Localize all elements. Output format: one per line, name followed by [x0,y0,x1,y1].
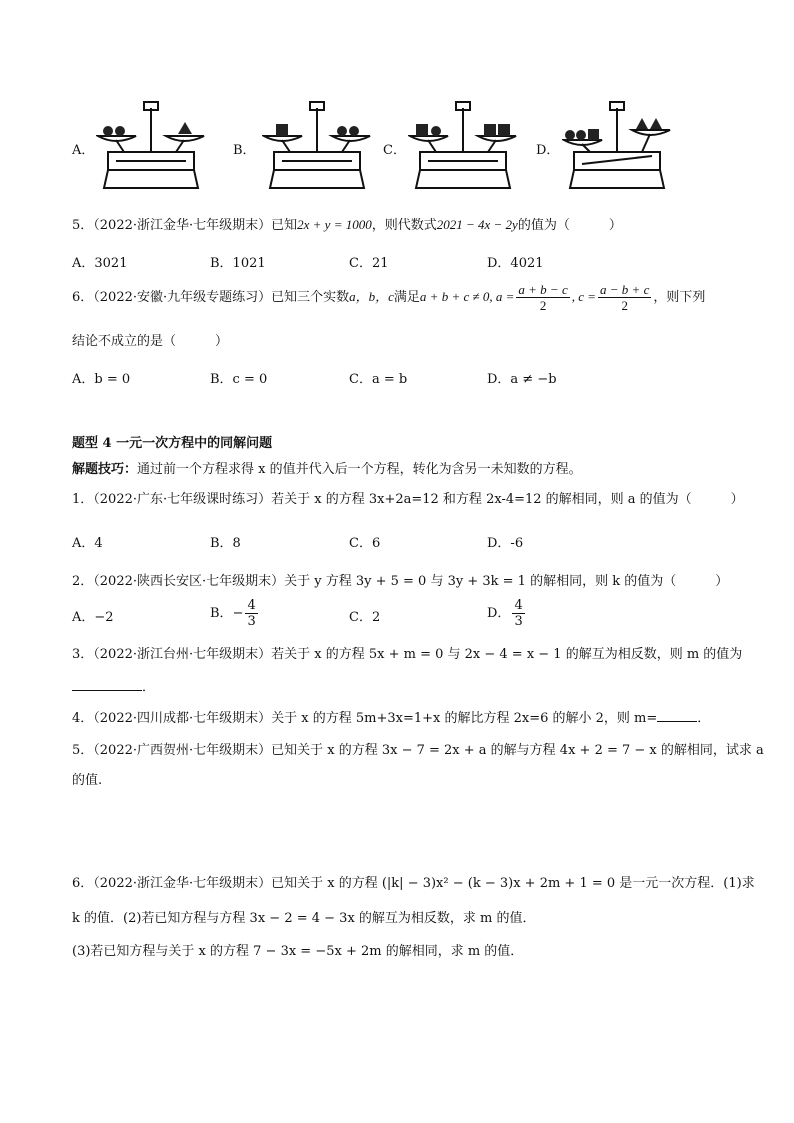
q5-option-d[interactable]: D．4021 [487,256,544,271]
s2-option-d[interactable]: D． $\frac{4}{3}$ [487,598,523,629]
balance-scale-d-image [562,100,674,190]
section-title: 题型 4 一元一次方程中的同解问题 [72,436,273,451]
s2-option-a[interactable]: A．−2 [72,610,114,625]
scale-option-d-letter: D． [536,143,560,158]
scale-option-b-letter: B． [233,143,256,158]
balance-scale-c-image [408,100,518,190]
question-6: 6．（2022·安徽·九年级专题练习）已知三个实数a，b，c满足a + b + c ≠ 0, a = $\frac{a + b - c}{2}$ , c = $\frac{a - b + c}{2}$ ，则下列 [72,282,706,313]
q6-fraction-a: $\frac{a + b - c}{2}$ [518,282,568,313]
sec-question-1: 1．（2022·广东·七年级课时练习）若关于 x 的方程 3x+2a=12 和方程 2x-4=12 的解相同，则 a 的值为（ ） [72,492,744,507]
q5-condition: 2x + y = 1000 [297,217,372,232]
q6-fraction-c: $\frac{a - b + c}{2}$ [600,282,650,313]
s1-option-a[interactable]: A．4 [72,536,103,551]
q5-option-c[interactable]: C．21 [349,256,389,271]
q5-option-a[interactable]: A．3021 [72,256,128,271]
q6-option-a[interactable]: A．b = 0 [72,372,131,387]
s4-answer-blank[interactable] [657,707,697,722]
q6-option-d[interactable]: D．a ≠ −b [487,372,557,387]
s2-option-b[interactable]: B．− $\frac{4}{3}$ [210,598,256,629]
s1-option-c[interactable]: C．6 [349,536,381,551]
question-5: 5．（2022·浙江金华·七年级期末）已知2x + y = 1000，则代数式2021 − 4x − 2y的值为（ ） [72,217,622,233]
q5-option-b[interactable]: B．1021 [210,256,266,271]
sec-question-3: 3．（2022·浙江台州·七年级期末）若关于 x 的方程 5x + m = 0 与 2x − 4 = x − 1 的解互为相反数，则 m 的值为 [72,647,743,662]
q5-expression: 2021 − 4x − 2y [436,217,518,232]
scale-option-c-letter: C． [383,143,406,158]
q6-option-b[interactable]: B．c = 0 [210,372,268,387]
q6-line2: 结论不成立的是（ ） [72,334,229,349]
sec-question-5-line2: 的值. [72,773,103,788]
sec-question-2: 2．（2022·陕西长安区·七年级期末）关于 y 方程 3y + 5 = 0 与 3y + 3k = 1 的解相同，则 k 的值为（ ） [72,574,729,589]
s1-option-d[interactable]: D．-6 [487,536,524,551]
s3-answer: ． [72,676,155,695]
balance-scale-a-image [96,100,206,190]
sec-question-5: 5．（2022·广西贺州·七年级期末）已知关于 x 的方程 3x − 7 = 2x + a 的解与方程 4x + 2 = 7 − x 的解相同，试求 a [72,743,764,758]
q6-option-c[interactable]: C．a = b [349,372,408,387]
sec-question-4: 4．（2022·四川成都·七年级期末）关于 x 的方程 5m+3x=1+x 的解比方程 2x=6 的解小 2，则 m= ． [72,707,710,726]
solving-tip: 解题技巧：通过前一个方程求得 x 的值并代入后一个方程，转化为含另一未知数的方程。 [72,462,582,477]
sec-question-6: 6．（2022·浙江金华·七年级期末）已知关于 x 的方程 (|k| − 3)x² − (k − 3)x + 2m + 1 = 0 是一元一次方程．(1)求 [72,876,755,891]
sec-question-6-line2: k 的值．(2)若已知方程与方程 3x − 2 = 4 − 3x 的解互为相反数，求 m 的值． [72,911,536,926]
balance-scale-b-image [262,100,372,190]
s3-answer-blank[interactable] [72,676,142,691]
s2-option-c[interactable]: C．2 [349,610,381,625]
s1-option-b[interactable]: B．8 [210,536,241,551]
sec-question-6-line3: (3)若已知方程与关于 x 的方程 7 − 3x = −5x + 2m 的解相同，求 m 的值． [72,944,524,959]
scale-option-a-letter: A． [72,143,95,158]
